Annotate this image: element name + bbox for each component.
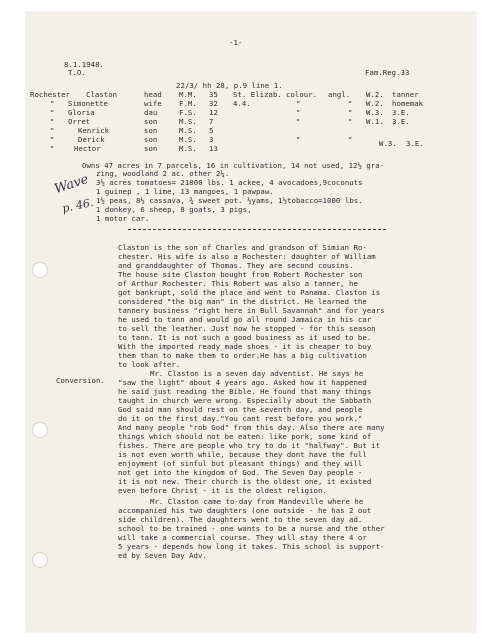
occupation: tanner xyxy=(392,90,419,99)
education: W.2. xyxy=(366,90,384,99)
surname: Rochester xyxy=(30,90,70,99)
religion: " xyxy=(348,99,353,108)
text-line: school to be trained - one wants to be a nurse and the other xyxy=(118,524,385,533)
colour: " xyxy=(296,99,301,108)
text-line: tannery business "right here in Bull Savannah" and for years xyxy=(118,306,385,315)
surname: " xyxy=(50,99,55,108)
surname: " xyxy=(50,144,55,153)
relation: son xyxy=(144,144,158,153)
sex-status: F.S. xyxy=(179,108,197,117)
sex-status: M.S. xyxy=(179,135,197,144)
property-line: 3½ acres tomatoes= 21800 lbs. 1 ackee, 4 avocadoes,9coconuts xyxy=(96,178,363,187)
relation: son xyxy=(144,117,158,126)
text-line: not get into the kingdom of God. The Seven Day people - xyxy=(118,468,363,477)
property-line: 1 guinep , 1 lime, 13 mangoes, 1 pawpaw. xyxy=(96,187,274,196)
surname: " xyxy=(50,117,55,126)
family-register-ref: Fam.Reg.33 xyxy=(365,68,410,77)
handwritten-note: p. 46. xyxy=(60,195,95,216)
religion: angl. xyxy=(328,90,351,99)
occupation: homemak xyxy=(392,99,424,108)
religion: " xyxy=(348,135,353,144)
member-name: Hector xyxy=(74,144,101,153)
initials: T.O. xyxy=(68,68,86,77)
text-line: considered "the big man" in the district. He learned the xyxy=(118,297,367,306)
religion: " xyxy=(348,117,353,126)
sex-status: F.M. xyxy=(179,99,197,108)
text-line: is not even worth while, because they dont have the full xyxy=(118,450,367,459)
member-name: Derick xyxy=(78,135,105,144)
text-line: got bankrupt, sold the place and went to Panama. Claston is xyxy=(118,288,381,297)
text-line: The house site Claston bought from Robert Rochester son xyxy=(118,270,363,279)
member-name: Kenrick xyxy=(78,126,110,135)
occupation: 3.E. xyxy=(392,108,410,117)
education: W.3. xyxy=(379,139,397,148)
text-line: even before Christ - it is the oldest religion. xyxy=(118,486,327,495)
member-name: Gloria xyxy=(68,108,95,117)
surname: " xyxy=(50,126,55,135)
birthplace: St. Elizab. xyxy=(233,90,282,99)
relation: dau xyxy=(144,108,158,117)
divider-line xyxy=(128,229,386,230)
surname: " xyxy=(50,135,55,144)
margin-heading: Conversion. xyxy=(56,376,105,385)
text-line: With the imported ready made shoes - it is cheaper to buy xyxy=(118,342,372,351)
member-name: Simonette xyxy=(68,99,108,108)
sex-status: M.M. xyxy=(179,90,197,99)
colour: " xyxy=(296,108,301,117)
property-line: 1 donkey, 6 sheep, 8 goats, 3 pigs, xyxy=(96,205,252,214)
relation: wife xyxy=(144,99,162,108)
sex-status: M.S. xyxy=(179,117,197,126)
relation: head xyxy=(144,90,162,99)
text-line: God said man should rest on the seventh day, and people xyxy=(118,405,363,414)
handwritten-note: Wave xyxy=(52,171,91,198)
text-line: 5 years - depends how long it takes. This school is support- xyxy=(118,542,385,551)
text-line: them than to make them to order.He has a big cultivation xyxy=(118,351,367,360)
birthplace: 4.4. xyxy=(233,99,251,108)
text-line: things which should not be eaten: like pork, some kind of xyxy=(118,432,372,441)
age: 3 xyxy=(209,135,214,144)
text-line: fishes. There are people who try to do it "halfway". But it xyxy=(118,441,381,450)
text-line: Mr. Claston is a seven day adventist. He says he xyxy=(150,369,364,378)
date: 8.1.1948. xyxy=(64,60,104,69)
punch-hole xyxy=(32,552,48,568)
sex-status: M.S. xyxy=(179,144,197,153)
property-line: zing, woodland 2 ac. other 2¼. xyxy=(96,169,230,178)
property-line: Owns 47 acres in 7 parcels, 16 in cultivation, 14 not used, 12½ gra- xyxy=(82,161,385,170)
text-line: chester. His wife is also a Rochester: daughter of William xyxy=(118,252,376,261)
age: 32 xyxy=(209,99,218,108)
text-line: Mr. Claston came to-day from Mandeville where he xyxy=(150,497,364,506)
text-line: ed by Seven Day Adv. xyxy=(118,551,207,560)
age: 35 xyxy=(209,90,218,99)
age: 7 xyxy=(209,117,214,126)
text-line: to look after. xyxy=(118,360,181,369)
text-line: Claston is the son of Charles and grandson of Simian Ro- xyxy=(118,243,367,252)
occupation: 3.E. xyxy=(406,139,424,148)
relation: son xyxy=(144,135,158,144)
sex-status: M.S. xyxy=(179,126,197,135)
text-line: And many people "rob God" from this day. Also there are many xyxy=(118,423,385,432)
member-name: Orret xyxy=(68,117,91,126)
page-number: -1- xyxy=(229,38,243,47)
member-name: Claston xyxy=(86,90,118,99)
punch-hole xyxy=(32,262,48,278)
text-line: side children). The daughters went to the seven day ad. xyxy=(118,515,363,524)
relation: son xyxy=(144,126,158,135)
document-page xyxy=(26,12,476,632)
age: 5 xyxy=(209,126,214,135)
colour: colour. xyxy=(286,90,318,99)
text-line: "saw the light" about 4 years ago. Asked how it happened xyxy=(118,378,367,387)
punch-hole xyxy=(32,422,48,438)
occupation: 3.E. xyxy=(392,117,410,126)
text-line: taught in church were wrong. Especially about the Sabbath xyxy=(118,396,372,405)
text-line: accompanied his two daughters (one outside - he has 2 out xyxy=(118,506,372,515)
text-line: of Arthur Rochester. This Robert was also a tanner, he xyxy=(118,279,358,288)
text-line: he used to tann and would go all round Jamaica in his car xyxy=(118,315,372,324)
religion: " xyxy=(348,108,353,117)
age: 12 xyxy=(209,108,218,117)
household-header: 22/3/ hh 28, p.9 line 1. xyxy=(176,81,283,90)
text-line: it is not new. Their church is the oldest one, it existed xyxy=(118,477,372,486)
education: W.2. xyxy=(366,99,384,108)
text-line: to tann. It is not such a good business as it used to be. xyxy=(118,333,372,342)
text-line: will take a commercial course. They will stay there 4 or xyxy=(118,533,367,542)
text-line: to sell the leather. Just now he stopped - for this season xyxy=(118,324,376,333)
colour: " xyxy=(296,117,301,126)
property-line: 1½ peas, 8½ cassava, ¾ sweet pot. ½yams, 1½tobacco=1000 lbs. xyxy=(96,196,363,205)
text-line: and granddaughter of Thomas. They are second cousins. xyxy=(118,261,354,270)
age: 13 xyxy=(209,144,218,153)
property-line: 1 motor car. xyxy=(96,214,150,223)
text-line: enjoyment (of sinful but pleasant things) and they will xyxy=(118,459,363,468)
education: W.3. xyxy=(366,108,384,117)
text-line: he said just reading the Bible. He found that many things xyxy=(118,387,372,396)
colour: " xyxy=(296,135,301,144)
text-line: do it on the first day."You cant rest before you work." xyxy=(118,414,363,423)
surname: " xyxy=(50,108,55,117)
education: W.1. xyxy=(366,117,384,126)
